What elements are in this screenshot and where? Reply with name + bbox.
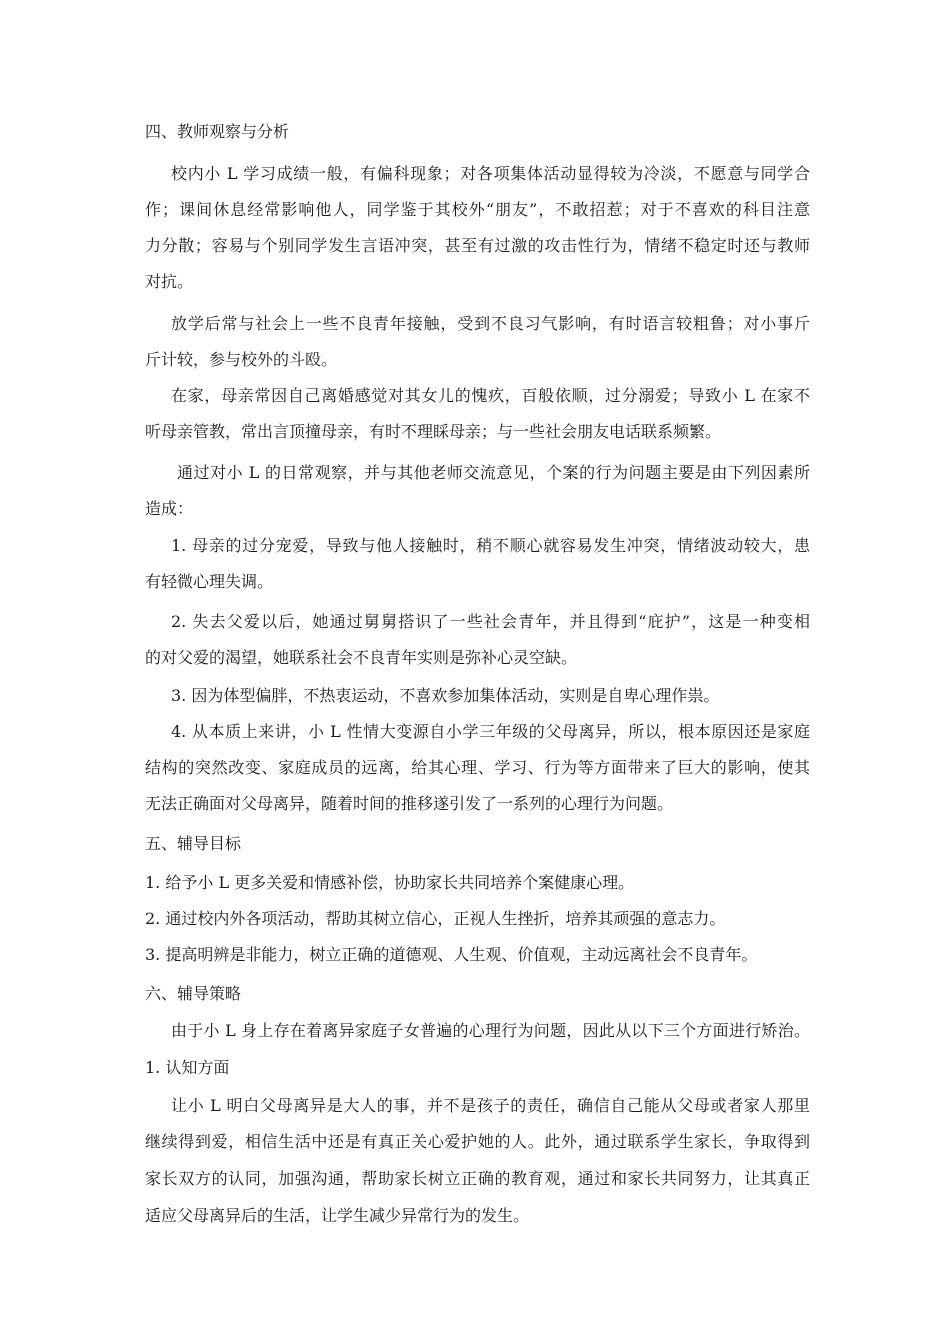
list-item-line: 2. 失去父爱以后，她通过舅舅搭识了一些社会青年，并且得到“庇护”，这是一种变相 xyxy=(171,612,810,631)
paragraph-line: 作；课间休息经常影响他人，同学鉴于其校外“朋友”，不敢招惹；对于不喜欢的科目注意 xyxy=(145,200,810,219)
subsection-heading-cognition: 1. 认知方面 xyxy=(145,1058,230,1077)
paragraph-line: 力分散；容易与个别同学发生言语冲突，甚至有过激的攻击性行为，情绪不稳定时还与教师 xyxy=(145,236,810,255)
paragraph-line: 通过对小 L 的日常观察，并与其他老师交流意见，个案的行为问题主要是由下列因素所 xyxy=(177,463,810,482)
list-item-line: 结构的突然改变、家庭成员的远离，给其心理、学习、行为等方面带来了巨大的影响，使其 xyxy=(145,758,810,777)
section-heading-strategy: 六、辅导策略 xyxy=(145,984,242,1003)
paragraph-line: 放学后常与社会上一些不良青年接触，受到不良习气影响，有时语言较粗鲁；对小事斤 xyxy=(171,314,810,333)
paragraph-line: 由于小 L 身上存在着离异家庭子女普遍的心理行为问题，因此从以下三个方面进行矫治。 xyxy=(171,1021,810,1040)
paragraph-line: 斤计较，参与校外的斗殴。 xyxy=(145,350,338,369)
paragraph-line: 听母亲管教，常出言顶撞母亲，有时不理睬母亲；与一些社会朋友电话联系频繁。 xyxy=(145,422,722,441)
list-item-line: 的对父爱的渴望，她联系社会不良青年实则是弥补心灵空缺。 xyxy=(145,648,578,667)
list-item-line: 有轻微心理失调。 xyxy=(145,572,274,591)
paragraph-line: 校内小 L 学习成绩一般，有偏科现象；对各项集体活动显得较为冷淡，不愿意与同学合 xyxy=(171,164,810,183)
goal-item: 1. 给予小 L 更多关爱和情感补偿，协助家长共同培养个案健康心理。 xyxy=(145,873,635,892)
paragraph-line: 造成： xyxy=(145,499,194,518)
paragraph-line: 家长双方的认同，加强沟通，帮助家长树立正确的教育观，通过和家长共同努力，让其真正 xyxy=(145,1169,810,1188)
list-item-line: 无法正确面对父母离异，随着时间的推移遂引发了一系列的心理行为问题。 xyxy=(145,794,674,813)
paragraph-line: 在家，母亲常因自己离婚感觉对其女儿的愧疚，百般依顺，过分溺爱；导致小 L 在家不 xyxy=(171,386,810,405)
paragraph-line: 对抗。 xyxy=(145,272,194,291)
list-item-line: 3. 因为体型偏胖，不热衷运动，不喜欢参加集体活动，实则是自卑心理作祟。 xyxy=(171,686,720,705)
paragraph-line: 适应父母离异后的生活，让学生减少异常行为的发生。 xyxy=(145,1206,530,1225)
list-item-line: 4. 从本质上来讲，小 L 性情大变源自小学三年级的父母离异，所以，根本原因还是家庭 xyxy=(171,722,810,741)
paragraph-line: 继续得到爱，相信生活中还是有真正关心爱护她的人。此外，通过联系学生家长，争取得到 xyxy=(145,1132,810,1151)
list-item-line: 1. 母亲的过分宠爱，导致与他人接触时，稍不顺心就容易发生冲突，情绪波动较大，患 xyxy=(171,536,810,555)
goal-item: 2. 通过校内外各项活动，帮助其树立信心，正视人生挫折，培养其顽强的意志力。 xyxy=(145,909,726,928)
goal-item: 3. 提高明辨是非能力，树立正确的道德观、人生观、价值观，主动远离社会不良青年。 xyxy=(145,945,758,964)
paragraph-line: 让小 L 明白父母离异是大人的事，并不是孩子的责任，确信自己能从父母或者家人那里 xyxy=(171,1096,810,1115)
section-heading-observation: 四、教师观察与分析 xyxy=(145,122,290,141)
section-heading-goals: 五、辅导目标 xyxy=(145,834,242,853)
